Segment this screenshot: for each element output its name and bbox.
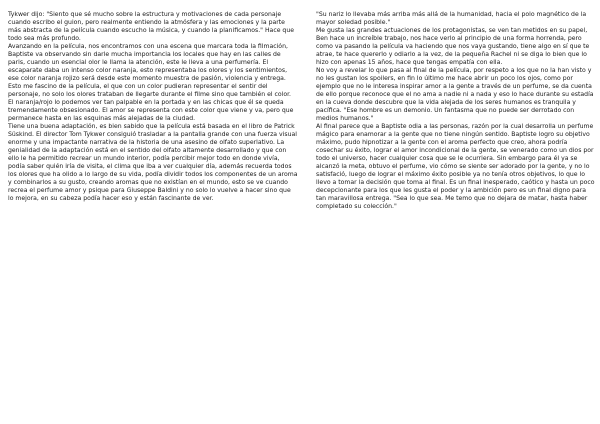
paragraph-ending: No voy a revelar lo que pasa al final de la película, por respeto a los que no la han visto y no les gustan los spoilers, en fin lo último me hace abrir un poco los ojos, como por ejemplo que no le interesa inspirar amor a la gente a través de un perfume, se da cuenta de ello porque reconoce que el no ama a nadie ni a nada y eso lo hace durante su estadía en la cueva donde descubre que la vida alejada de los seres humanos es tranquila y pacífica. "Ese hombre es un demonio. Un fantasma que no puede ser derrotado con medios humanos." xyxy=(316,67,594,123)
right-column xyxy=(316,11,596,211)
paragraph-tykwer-quote: Tykwer dijo: "Siento que sé mucho sobre la estructura y motivaciones de cada personaje cuando escribo el guion, pero realmente entiendo la atmósfera y las emociones y la parte más abstracta de la película cuando escucho la música, y cuando la planificamos." Hace que todo sea más profundo. xyxy=(8,11,294,43)
paragraph-adaptation: Tiene una buena adaptación, es bien sabido que la película está basada en el libro de Patrick Süskind. El director Tom Tykwer consiguió trasladar a la pantalla grande con una fuerza visual enorme y una impactante narrativa de la historia de una asesino de olfato superlativo. La genialidad de la adaptación está en el sentido del olfato altamente desarrollado y que con ello le ha permitido recrear un mundo interior, podía percibir mejor todo en donde vivía, podía saber quién iría de visita, el clima que iba a ver cualquier día, además recuerda todos los olores que ha olido a lo largo de su vida, podía dividir todos los componentes de un aroma y combinarlos a su gusto, creando aromas que no existían en el mundo, esto se ve cuando recrea el perfume amor y psique para Giuseppe Baldini y no solo lo vuelve a hacer sino que lo mejora, en su cabeza podía hacer eso y están fascinante de ver. xyxy=(8,123,298,203)
paragraph-nose-quote: "Su nariz lo llevaba más arriba más allá de la humanidad, hacia el polo magnético de la mayor soledad posible." xyxy=(316,11,587,27)
paragraph-perfumery-scene: Avanzando en la película, nos encontramos con una escena que marcara toda la filmación, Baptiste va observando sin darle mucha importancia los locales que hay en las calles de paris, cuando un esencial olor le llama la atención, este le lleva a una perfumería. El escaparate daba un intenso color naranja, esto representaba los olores y los sentimientos, ese color naranja rojizo será desde este momento muestra de pasión, violencia y entrega. Esto me fascino de la película, el que con un color pudieran representar el sentir del personaje, no solo los olores trataban de llegarte durante el filme sino que también el color. El naranja/rojo lo podemos ver tan palpable en la portada y en las chicas que él se queda tremendamente obsesionado. El amor se representa con este color que viene y va, pero que permanece hasta en las esquinas más alejadas de la ciudad. xyxy=(8,43,294,123)
paragraph-conclusion: Al final parece que a Baptiste odia a las personas, razón por la cual desarrolla un perfume mágico para enamorar a la gente que no tiene ningún sentido. Baptiste logro su objetivo máximo, pudo hipnotizar a la gente con el aroma perfecto que creo, ahora podría cosechar su éxito, lograr el amor incondicional de la gente, se venerado como un dios por todo el universo, hacer cualquier cosa que se le ocurriera. Sin embargo para él ya se alcanzó la meta, obtuvo el perfume, vio cómo se siente ser adorado por la gente, y no lo satisfació, luego de lograr el máximo éxito posible ya no tenía otros objetivos, lo que lo llevo a tomar la decisión que toma al final. Es un final inesperado, caótico y hasta un poco decepcionante para los que les gusta el poder y la ambición pero es un final digno para tan maravillosa entrega. "Sea lo que sea. Me temo que no dejara de matar, hasta haber completado su colección." xyxy=(316,123,595,211)
left-column xyxy=(8,11,298,203)
paragraph-actors: Me gusta las grandes actuaciones de los protagonistas, se ven tan metidos en su papel, Ben hace un increíble trabajo, nos hace verlo al principio de una forma horrenda, pero como va pasando la película va haciendo que nos vaya gustando, tiene algo en sí que te atrae, te hace quererlo y odiarlo a la vez, de la pequeña Rachel ni se diga lo bien que lo hizo con apenas 15 años, hace que tengas empatía con ella. xyxy=(316,27,590,67)
